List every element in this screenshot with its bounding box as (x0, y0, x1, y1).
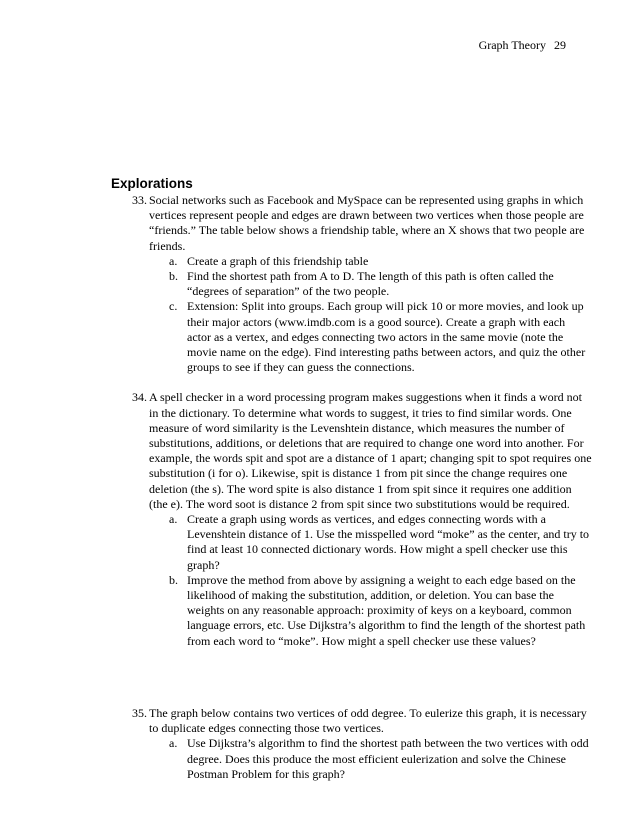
subitem-letter: b. (169, 572, 178, 587)
subitem-list (149, 736, 592, 782)
spacer (132, 664, 592, 706)
problem-text: Social networks such as Facebook and MySpace can be represented using graphs in which vertices represent people and edges are drawn between two vertices when those people are “friends.” The table below shows a friendship table, where an X shows that two people are friends. (149, 193, 585, 253)
subitem-list (149, 512, 592, 649)
subitem-text: Extension: Split into groups. Each group will pick 10 or more movies, and look up their major actors (www.imdb.com is a good source). Create a graph with each actor as a vertex, and edges connecting two actors in the same movie (note the movie name on the edge). Find interesting paths between actors, and quiz the other groups to see if they can guess the connections. (187, 299, 586, 375)
problem-number: 33. (132, 193, 147, 207)
subitem-text: Create a graph using words as vertices, and edges connecting words with a Levenshtein distance of 1. Use the misspelled word “moke” as the center, and try to find at least 10 connected dictionary words. How might a spell checker use this graph? (187, 512, 590, 572)
page-header (479, 38, 566, 53)
problem-text: The graph below contains two vertices of odd degree. To eulerize this graph, it is necessary to duplicate edges connecting those two vertices. (149, 705, 587, 736)
problem-35 (132, 706, 592, 782)
header-title: Graph Theory (478, 38, 546, 52)
subitem-34b (149, 573, 592, 649)
subitem-34a (149, 512, 592, 573)
problem-list (132, 193, 592, 797)
subitem-letter: c. (169, 299, 178, 314)
section-heading: Explorations (111, 176, 193, 191)
subitem-text: Improve the method from above by assigning a weight to each edge based on the likelihood of making the substitution, addition, or deletion. You can base the weights on any reasonable approach: proximity of keys on a keyboard, common language errors, etc. Use Dijkstra’s algorithm to find the length of the shortest path from each word to “moke”. How might a spell checker use these values? (187, 572, 586, 648)
subitem-text: Create a graph of this friendship table (187, 253, 369, 268)
subitem-letter: a. (169, 736, 178, 751)
problem-34 (132, 390, 592, 648)
problem-number: 34. (132, 390, 147, 405)
subitem-35a (149, 736, 592, 782)
problem-33 (132, 193, 592, 375)
subitem-33b (149, 269, 592, 299)
subitem-33a (149, 254, 592, 269)
problem-number: 35. (132, 705, 147, 720)
subitem-text: Find the shortest path from A to D. The length of this path is often called the “degrees of separation” of the two people. (187, 269, 554, 299)
page-number: 29 (554, 38, 566, 52)
subitem-list (149, 254, 592, 376)
subitem-text: Use Dijkstra’s algorithm to find the shortest path between the two vertices with odd degree. Does this produce the most efficient eulerization and solve the Chinese Postman Problem for this graph? (187, 736, 589, 781)
subitem-letter: b. (169, 269, 178, 284)
subitem-letter: a. (169, 253, 178, 268)
subitem-33c (149, 299, 592, 375)
problem-text: A spell checker in a word processing program makes suggestions when it finds a word not in the dictionary. To determine what words to suggest, it tries to find similar words. One measure of word similarity is the Levenshtein distance, which measures the number of substitutions, additions, or deletions that are required to change one word into another. For example, the words spit and spot are a distance of 1 apart; changing spit to spot requires one substitution (i for o). Likewise, spit is distance 1 from pit since the change requires one deletion (the s). The word spite is also distance 1 from spit since it requires one addition (the e). The word soot is distance 2 from spit since two substitutions would be required. (149, 390, 592, 511)
subitem-letter: a. (169, 512, 178, 527)
